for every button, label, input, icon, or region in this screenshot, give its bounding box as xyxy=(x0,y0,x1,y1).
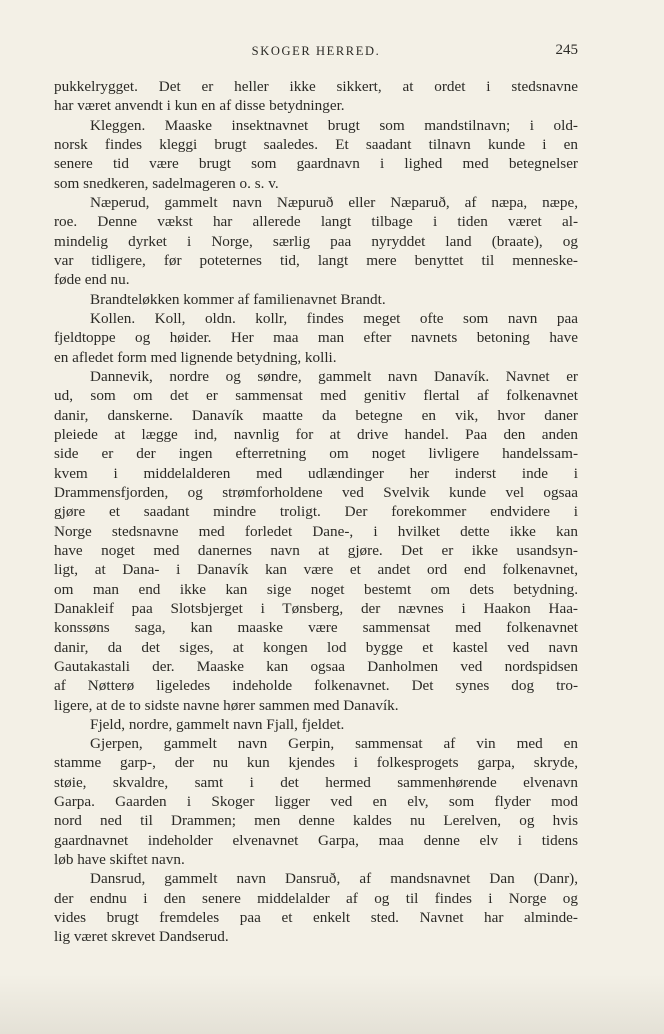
text-line: løb have skiftet navn. xyxy=(54,851,185,869)
text-line: kvem i middelalderen med udlændinger her inderst inde i xyxy=(54,464,578,482)
text-line: gaardnavnet indeholder elvenavnet Garpa, maa denne elv i tidens xyxy=(54,831,578,849)
text-line: pukkelrygget. Det er heller ikke sikkert, at ordet i stedsnavne xyxy=(54,78,578,95)
text-line: Fjeld, nordre, gammelt navn Fjall, fjeldet. xyxy=(90,715,345,733)
text-line: fjeldtoppe og høider. Her maa man efter navnets betoning have xyxy=(54,329,578,347)
text-line: danir, danskerne. Danavík maatte da betegne en vik, hvor daner xyxy=(54,406,578,424)
text-line: om man end ikke kan sige noget bestemt om dets betydning. xyxy=(54,580,578,598)
text-line: danir, da det siges, at kongen lod bygge et kastel ved navn xyxy=(54,638,578,656)
text-line: føde end nu. xyxy=(54,271,130,289)
text-line: have noget med danernes navn at gjøre. Det er ikke usandsyn- xyxy=(54,541,578,559)
text-line: ud, som om det er sammensat med genitiv flertal af folkenavnet xyxy=(54,387,578,405)
text-line: side er der ingen efterretning om noget livligere handelssam- xyxy=(54,445,578,463)
text-line: Norge stedsnavne med forledet Dane-, i hvilket dette ikke kan xyxy=(54,522,578,540)
text-line: Danakleif paa Slotsbjerget i Tønsberg, der nævnes i Haakon Haa- xyxy=(54,599,578,617)
text-line: Kleggen. Maaske insektnavnet brugt som mandstilnavn; i old- xyxy=(90,116,578,134)
text-line: gjøre et saadant mindre troligt. Der forekommer endvidere i xyxy=(54,503,578,521)
text-line: Kollen. Koll, oldn. kollr, findes meget ofte som navn paa xyxy=(90,309,578,327)
body-text xyxy=(54,77,578,947)
text-line: har været anvendt i kun en af disse betydninger. xyxy=(54,97,345,115)
text-line: var tidligere, før poteternes tid, langt mere benyttet til menneske- xyxy=(54,251,578,269)
text-line: Gautakastali der. Maaske kan ogsaa Danholmen ved nordspidsen xyxy=(54,657,578,675)
text-line: støie, skvaldre, samt i det hermed sammenhørende elvenavn xyxy=(54,773,578,791)
text-line: Næperud, gammelt navn Næpuruð eller Næparuð, af næpa, næpe, xyxy=(90,193,578,211)
text-line: Drammensfjorden, og strømforholdene ved Svelvik kunde vel ogsaa xyxy=(54,483,578,501)
text-line: en afledet form med lignende betydning, kolli. xyxy=(54,348,337,366)
text-line: vides brugt fremdeles paa et enkelt sted. Navnet har alminde- xyxy=(54,909,578,927)
text-line: nord ned til Drammen; men denne kaldes nu Lerelven, og hvis xyxy=(54,812,578,830)
running-title: SKOGER HERRED. xyxy=(251,44,381,58)
text-line: pleiede at lægge ind, navnlig for at drive handel. Paa den anden xyxy=(54,425,578,443)
text-line: Brandteløkken kommer af familienavnet Brandt. xyxy=(90,290,386,308)
text-line: norsk findes kleggi brugt saaledes. Et saadant tilnavn kunde i en xyxy=(54,135,578,153)
text-line: Dansrud, gammelt navn Dansruð, af mandsnavnet Dan (Danr), xyxy=(90,870,578,888)
text-line: stamme garp-, der nu kun kjendes i folkesprogets garpa, skryde, xyxy=(54,754,578,772)
text-line: mindelig dyrket i Norge, særlig paa nyryddet land (braate), og xyxy=(54,232,578,250)
text-line: Gjerpen, gammelt navn Gerpin, sammensat af vin med en xyxy=(90,735,578,753)
text-line: af Nøtterø ligeledes indeholde folkenavnet. Det synes dog tro- xyxy=(54,677,578,695)
text-line: senere tid være brugt som gaardnavn i lighed med betegnelser xyxy=(54,155,578,173)
text-line: ligere, at de to sidste navne hører sammen med Danavík. xyxy=(54,696,399,714)
text-line: lig været skrevet Dandserud. xyxy=(54,928,229,946)
text-line: som snedkeren, sadelmageren o. s. v. xyxy=(54,174,279,192)
text-line: der endnu i den senere middelalder af og til findes i Norge og xyxy=(54,889,578,907)
text-line: ligt, at Dana- i Danavík kan være et andet ord end folkenavnet, xyxy=(54,561,578,579)
page-edge-shadow xyxy=(0,974,664,1034)
page-number: 245 xyxy=(555,42,578,58)
text-line: Dannevik, nordre og søndre, gammelt navn Danavík. Navnet er xyxy=(90,367,578,385)
text-line: konssøns saga, kan maaske være sammensat med folkenavnet xyxy=(54,619,578,637)
text-line: Garpa. Gaarden i Skoger ligger ved en elv, som flyder mod xyxy=(54,793,578,811)
text-line: roe. Denne vækst har allerede langt tilbage i tiden været al- xyxy=(54,213,578,231)
page-header xyxy=(54,41,578,63)
